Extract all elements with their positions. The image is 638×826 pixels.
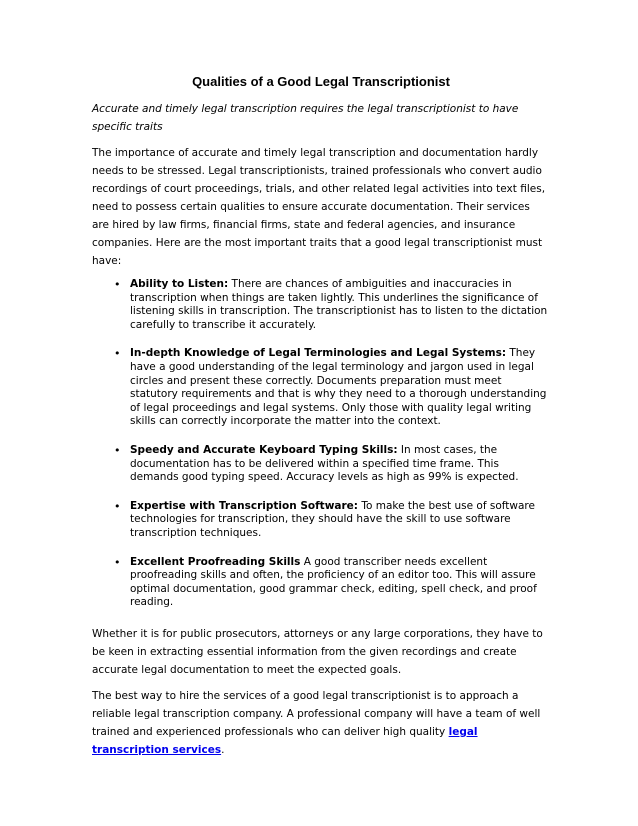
list-item xyxy=(92,500,550,541)
document-subtitle: Accurate and timely legal transcription requires the legal transcriptionist to have specific traits xyxy=(92,103,519,133)
trait-text: In most cases, the documentation has to be delivered within a specified time frame. This demands good typing speed. Accuracy levels as high as 99% is expected. xyxy=(130,443,519,484)
trait-heading: Speedy and Accurate Keyboard Typing Skills: xyxy=(130,443,398,456)
trait-heading: Expertise with Transcription Software: xyxy=(130,499,358,512)
trait-heading: Excellent Proofreading Skills xyxy=(130,555,301,568)
bullet-icon: • xyxy=(114,278,121,291)
bullet-icon: • xyxy=(114,555,121,569)
trait-heading: Ability to Listen: xyxy=(130,278,229,290)
list-item xyxy=(92,278,550,332)
bullet-icon: • xyxy=(114,443,121,457)
final-paragraph xyxy=(92,687,550,759)
document-title: Qualities of a Good Legal Transcriptionist xyxy=(192,74,450,89)
bullet-icon: • xyxy=(114,347,121,361)
closing-paragraph: Whether it is for public prosecutors, attorneys or any large corporations, they have to be keen in extracting essential information from the given recordings and create accurate legal documentation to meet the expected goals. xyxy=(92,627,543,676)
trait-text: A good transcriber needs excellent proofreading skills and often, the proficiency of an editor too. This will assure optimal documentation, good grammar check, editing, spell check, and proof reading. xyxy=(130,555,537,609)
list-item xyxy=(92,444,550,485)
document-page xyxy=(92,74,550,767)
trait-text: To make the best use of software technologies for transcription, they should have the skill to use software transcription techniques. xyxy=(130,499,535,539)
list-item xyxy=(92,556,550,610)
trait-text: There are chances of ambiguities and inaccuracies in transcription when things are taken lightly. This underlines the significance of listening skills in transcription. The transcriptionist has to listen to the dictation carefully to transcribe it accurately. xyxy=(130,278,548,331)
intro-paragraph: The importance of accurate and timely legal transcription and documentation hardly needs to be stressed. Legal transcriptionists, trained professionals who convert audio recordings of court proceedings, trials, and other related legal activities into text files, need to possess certain qualities to ensure accurate documentation. Their services are hired by law firms, financial firms, state and federal agencies, and insurance companies. Here are the most important traits that a good legal transcriptionist must have: xyxy=(92,147,546,267)
trait-text: They have a good understanding of the legal terminology and jargon used in legal circles and present these correctly. Documents preparation must meet statutory requirements and that is why they need to a thorough understanding of legal proceedings and legal systems. Only those with quality legal writing skills can correctly incorporate the matter into the context. xyxy=(130,347,547,428)
trait-heading: In-depth Knowledge of Legal Terminologies and Legal Systems: xyxy=(130,347,507,360)
bullet-icon: • xyxy=(114,499,121,513)
legal-transcription-services-link[interactable]: legal transcription services xyxy=(92,725,478,756)
final-text: The best way to hire the services of a good legal transcriptionist is to approach a reliable legal transcription company. A professional company will have a team of well trained and experienced professionals who can deliver high quality xyxy=(92,689,541,738)
final-period: . xyxy=(221,743,225,756)
list-item xyxy=(92,347,550,429)
traits-list xyxy=(92,278,550,610)
